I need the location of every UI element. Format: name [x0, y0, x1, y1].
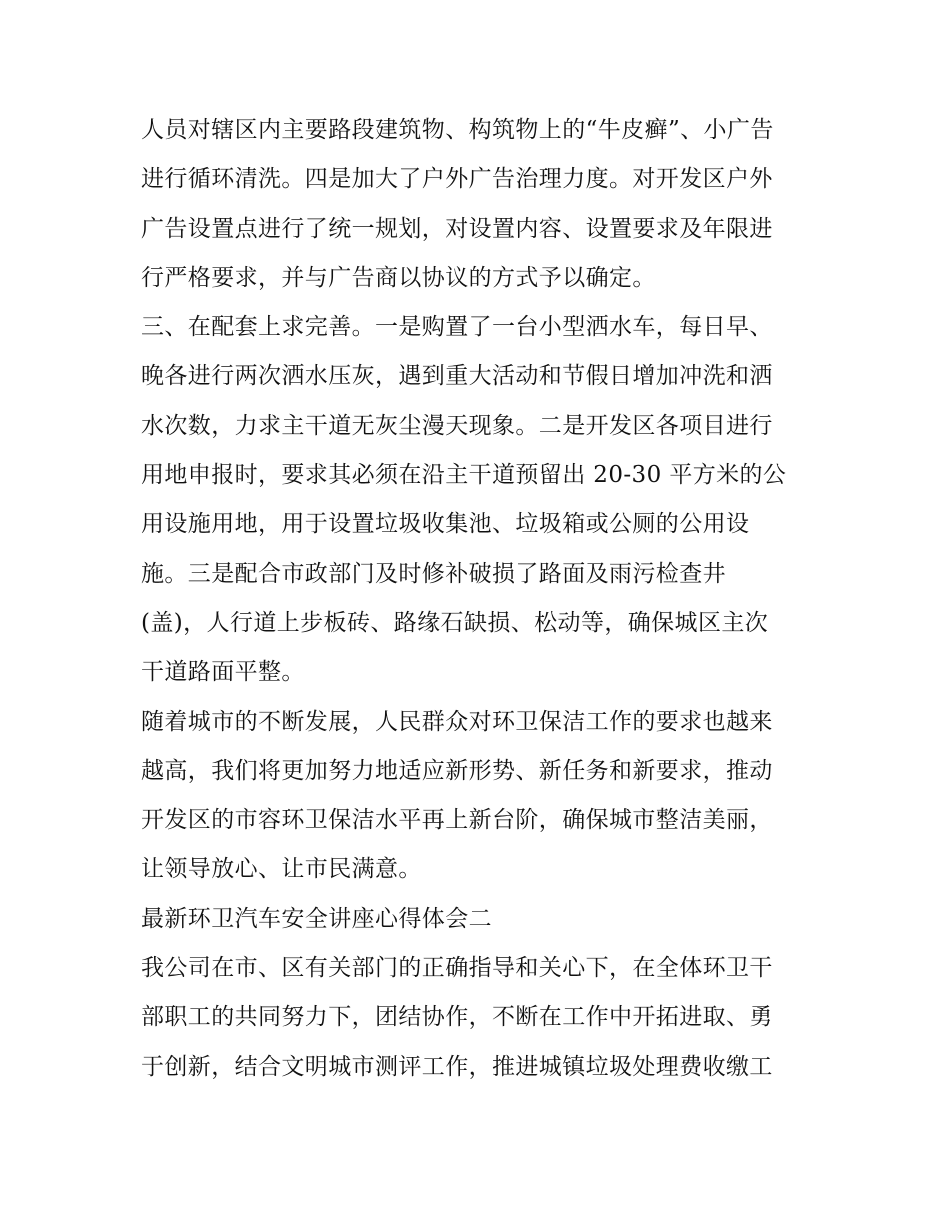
text-line: 进行循环清洗。四是加大了户外广告治理力度。对开发区户外 [141, 166, 773, 193]
document-body [141, 106, 821, 1092]
text-line: 部职工的共同努力下，团结协作，不断在工作中开拓进取、勇 [141, 1004, 773, 1031]
text-line: 让领导放心、让市民满意。 [141, 856, 422, 883]
text-line: 干道路面平整。 [141, 659, 305, 686]
text-line: 于创新，结合文明城市测评工作，推进城镇垃圾处理费收缴工 [141, 1053, 773, 1080]
text-line: 晚各进行两次洒水压灰，遇到重大活动和节假日增加冲洗和洒 [141, 363, 773, 390]
section-heading: 最新环卫汽车安全讲座心得体会二 [141, 905, 492, 932]
text-line: 开发区的市容环卫保洁水平再上新台阶，确保城市整洁美丽， [141, 807, 773, 834]
text-line: 三、在配套上求完善。一是购置了一台小型洒水车，每日早、 [141, 314, 773, 341]
text-line: 用设施用地，用于设置垃圾收集池、垃圾箱或公厕的公用设 [141, 511, 750, 538]
text-line: 随着城市的不断发展，人民群众对环卫保洁工作的要求也越来 [141, 708, 773, 735]
text-line: 人员对辖区内主要路段建筑物、构筑物上的“牛皮癣”、小广告 [141, 117, 774, 143]
text-line: 水次数，力求主干道无灰尘漫天现象。二是开发区各项目进行 [141, 412, 773, 439]
text-line: 我公司在市、区有关部门的正确指导和关心下，在全体环卫干 [141, 955, 773, 982]
text-line: (盖)，人行道上步板砖、路缘石缺损、松动等，确保城区主次 [141, 609, 769, 636]
text-line: 施。三是配合市政部门及时修补破损了路面及雨污检查井 [141, 560, 726, 587]
text-line: 行严格要求，并与广告商以协议的方式予以确定。 [141, 264, 656, 291]
text-line: 越高，我们将更加努力地适应新形势、新任务和新要求，推动 [141, 757, 773, 784]
text-line: 广告设置点进行了统一规划，对设置内容、设置要求及年限进 [141, 215, 773, 242]
text-line: 用地申报时，要求其必须在沿主干道预留出 20-30 平方米的公 [141, 462, 787, 489]
